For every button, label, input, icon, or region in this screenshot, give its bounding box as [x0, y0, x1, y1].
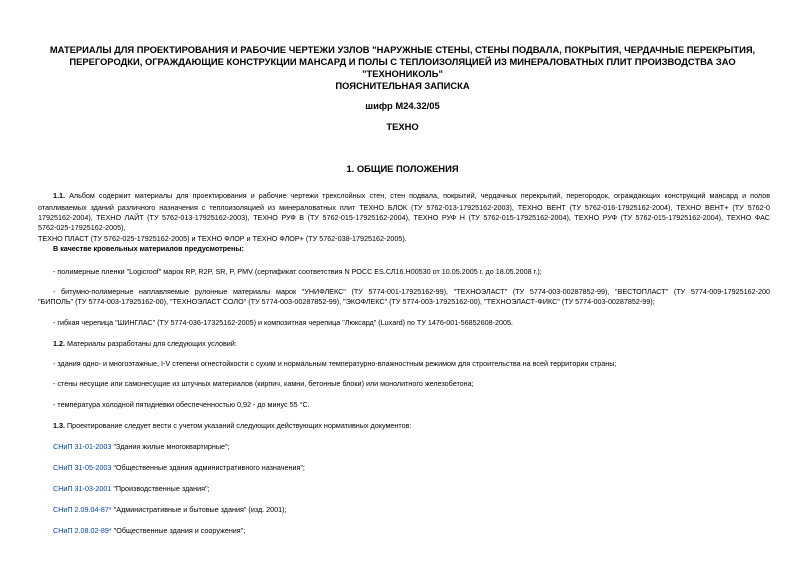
normative-doc-link[interactable]: СНиП 31-01-2003 [53, 442, 112, 451]
normative-doc-link[interactable]: СНиП 2.09.04-87* [53, 505, 112, 514]
paragraph-text: Материалы разработаны для следующих условий: [67, 339, 237, 348]
paragraph-text: Альбом содержит материалы для проектирования и рабочие чертежи трехслойных стен, стен подвала, покрытий, чердачных перекрытий, перегородок, ограждающих конструкций мансард и полов [69, 191, 771, 200]
normative-doc-title: "Общественные здания административного назначения"; [111, 463, 305, 472]
list-item-bitumen-line-2: "БИПОЛЬ" (ТУ 5774-003-17925162-00), "ТЕХНОЭЛАСТ СОЛО" (ТУ 5774-003-00287852-99), "ЭКОФЛЕКС" (ТУ 5774-003-17925162-00), "ТЕХНОЭЛАСТ-ФИКС" (ТУ 5774-003-00287852-99); [38, 297, 655, 306]
list-item-shingle: - гибкая черепица "ШИНГЛАС" (ТУ 5774-036-17325162-2005) и композитная черепица "Люксард" (Luxard) по ТУ 1476-001-56852608-2005. [53, 318, 514, 327]
normative-doc-title: "Общественные здания и сооружения"; [111, 526, 246, 535]
normative-doc-link[interactable]: СНиП 31-05-2003 [53, 463, 112, 472]
normative-doc-item [53, 484, 210, 494]
list-item-bitumen-line-1: - битумно-полимерные наплавляемые рулонные материалы марок "УНИФЛЕКС" (ТУ 5774-001-17925162-99), "ТЕХНОЭЛАСТ" (ТУ 5774-003-00287852-99), "ВЕСТОПЛАСТ" (ТУ 5774-009-17925162-200 [53, 287, 770, 296]
paragraph-1-1-line-5: ТЕХНО ПЛАСТ (ТУ 5762-025-17925162-2005) и ТЕХНО ФЛОР и ТЕХНО ФЛОР+ (ТУ 5762-038-17925162-2005). [38, 234, 407, 243]
normative-doc-item [53, 526, 245, 536]
normative-doc-item [53, 463, 305, 473]
paragraph-1-2 [53, 339, 237, 349]
paragraph-1-1-line-2: отапливаемых зданий различного назначения с теплоизоляцией из минераловатных плит ТЕХНО БЛОК (ТУ 5762-013-17925162-2003), ТЕХНО ВЕНТ (ТУ 5762-016-17925162-2004), ТЕХНО ВЕНТ+ (ТУ 5762-0 [38, 203, 770, 212]
paragraph-text: Проектирование следует вести с учетом указаний следующих действующих нормативных документов: [67, 421, 412, 430]
paragraph-1-3 [53, 421, 411, 431]
title-line-1: МАТЕРИАЛЫ ДЛЯ ПРОЕКТИРОВАНИЯ И РАБОЧИЕ ЧЕРТЕЖИ УЗЛОВ "НАРУЖНЫЕ СТЕНЫ, СТЕНЫ ПОДВАЛА, ПОКРЫТИЯ, ЧЕРДАЧНЫЕ ПЕРЕКРЫТИЯ, [49, 44, 756, 55]
document-code: шифр М24.32/05 [365, 100, 440, 111]
clause-number: 1.2. [53, 339, 65, 348]
document-subtitle: ПОЯСНИТЕЛЬНАЯ ЗАПИСКА [335, 80, 470, 91]
condition-item-2: - стены несущие или самонесущие из штучных материалов (кирпич, камни, бетонные блоки) или монолитного железобетона; [53, 379, 474, 388]
normative-doc-title: "Здания жилые многоквартирные"; [111, 442, 230, 451]
normative-doc-link[interactable]: СНиП 31-03-2001 [53, 484, 112, 493]
document-title [40, 44, 765, 80]
paragraph-1-1-line-3: 17925162-2004), ТЕХНО ЛАЙТ (ТУ 5762-013-17925162-2003), ТЕХНО РУФ В (ТУ 5762-015-17925162-2004), ТЕХНО РУФ Н (ТУ 5762-015-17925162-2004), ТЕХНО РУФ (ТУ 5762-015-17925162-2004), ТЕХНО ФАС [38, 213, 770, 222]
normative-doc-title: "Административные и бытовые здания" (изд. 2001); [111, 505, 287, 514]
paragraph-1-1-line-1 [53, 191, 770, 201]
paragraph-1-1-line-4: 5762-025-17925162-2005), [38, 223, 126, 232]
normative-doc-item [53, 442, 230, 452]
condition-item-3: - температура холодной пятидневки обеспеченностью 0,92 - до минус 55 °С. [53, 400, 310, 409]
section-heading: 1. ОБЩИЕ ПОЛОЖЕНИЯ [346, 163, 459, 174]
normative-doc-title: "Производственные здания"; [111, 484, 210, 493]
clause-number: 1.3. [53, 421, 65, 430]
roof-materials-heading: В качестве кровельных материалов предусмотрены: [53, 244, 244, 253]
clause-number: 1.1. [53, 191, 65, 200]
normative-doc-link[interactable]: СНиП 2.08.02-89* [53, 526, 112, 535]
list-item-films: - полимерные пленки "Logicroof" марок RP, R2P, SR, P, PMV (сертификат соответствия N РОСС ES.СЛ16.Н00530 от 10.05.2005 г. до 18.05.2008 г.); [53, 267, 542, 276]
normative-doc-item [53, 505, 287, 515]
title-line-2: ПЕРЕГОРОДКИ, ОГРАЖДАЮЩИЕ КОНСТРУКЦИИ МАНСАРД И ПОЛЫ С ТЕПЛОИЗОЛЯЦИЕЙ ИЗ МИНЕРАЛОВАТНЫХ ПЛИТ ПРОИЗВОДСТВА ЗАО "ТЕХНОНИКОЛЬ" [69, 56, 736, 79]
condition-item-1: - здания одно- и многоэтажные, I-V степени огнестойкости с сухим и нормальным температурно-влажностным режимом для строительства на всей территории страны; [53, 359, 617, 368]
brand-heading: ТЕХНО [386, 121, 419, 132]
